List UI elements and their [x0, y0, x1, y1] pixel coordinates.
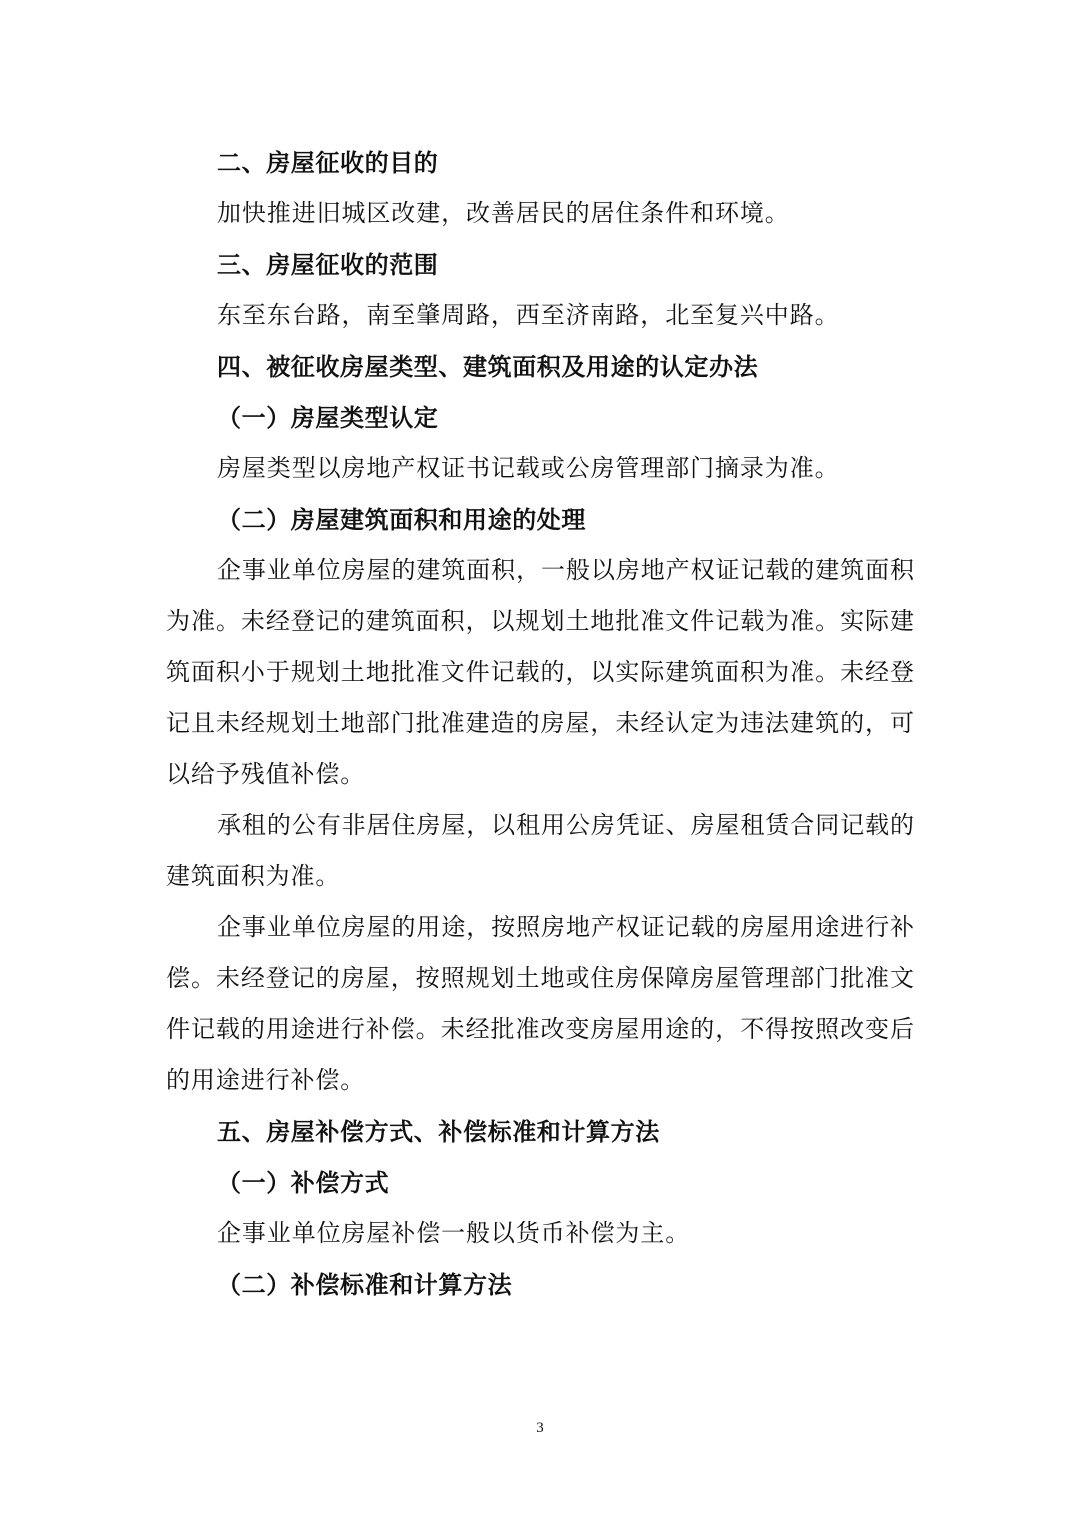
paragraph-line: 筑面积小于规划土地批准文件记载的，以实际建筑面积为准。未经登 [166, 658, 914, 686]
paragraph-line: 记且未经规划土地部门批准建造的房屋，未经认定为违法建筑的，可 [166, 709, 914, 737]
paragraph-line: 企事业单位房屋的用途，按照房地产权证记载的房屋用途进行补 [217, 913, 914, 941]
section-5-sub-1-heading: （一）补偿方式 [217, 1168, 390, 1197]
section-3-body: 东至东台路，南至肇周路，西至济南路，北至复兴中路。 [217, 301, 840, 329]
section-5-heading: 五、房屋补偿方式、补偿标准和计算方法 [217, 1117, 660, 1146]
section-2-body: 加快推进旧城区改建，改善居民的居住条件和环境。 [217, 199, 790, 227]
paragraph-line: 件记载的用途进行补偿。未经批准改变房屋用途的，不得按照改变后 [166, 1015, 914, 1043]
paragraph-building-usage [166, 902, 914, 1106]
section-4-heading: 四、被征收房屋类型、建筑面积及用途的认定办法 [217, 352, 759, 381]
paragraph-line: 的用途进行补偿。 [166, 1066, 366, 1094]
section-5-sub-1-body: 企事业单位房屋补偿一般以货币补偿为主。 [217, 1219, 691, 1247]
paragraph-line: 为准。未经登记的建筑面积，以规划土地批准文件记载为准。实际建 [166, 607, 914, 635]
page-number: 3 [536, 1420, 544, 1436]
paragraph-building-area [166, 545, 914, 800]
section-5-sub-2-heading: （二）补偿标准和计算方法 [217, 1270, 513, 1299]
paragraph-line: 企事业单位房屋的建筑面积，一般以房地产权证记载的建筑面积 [217, 556, 914, 584]
section-3-heading: 三、房屋征收的范围 [217, 250, 439, 279]
paragraph-rented-public-housing [166, 800, 914, 902]
paragraph-line: 以给予残值补偿。 [166, 760, 366, 788]
section-4-sub-2-heading: （二）房屋建筑面积和用途的处理 [217, 505, 586, 534]
section-4-sub-1-body: 房屋类型以房地产权证书记载或公房管理部门摘录为准。 [217, 454, 840, 482]
paragraph-line: 承租的公有非居住房屋，以租用公房凭证、房屋租赁合同记载的 [217, 811, 914, 839]
document-body [166, 137, 914, 1310]
section-2-heading: 二、房屋征收的目的 [217, 148, 439, 177]
section-4-sub-1-heading: （一）房屋类型认定 [217, 403, 439, 432]
paragraph-line: 偿。未经登记的房屋，按照规划土地或住房保障房屋管理部门批准文 [166, 964, 914, 992]
paragraph-line: 建筑面积为准。 [166, 862, 341, 890]
